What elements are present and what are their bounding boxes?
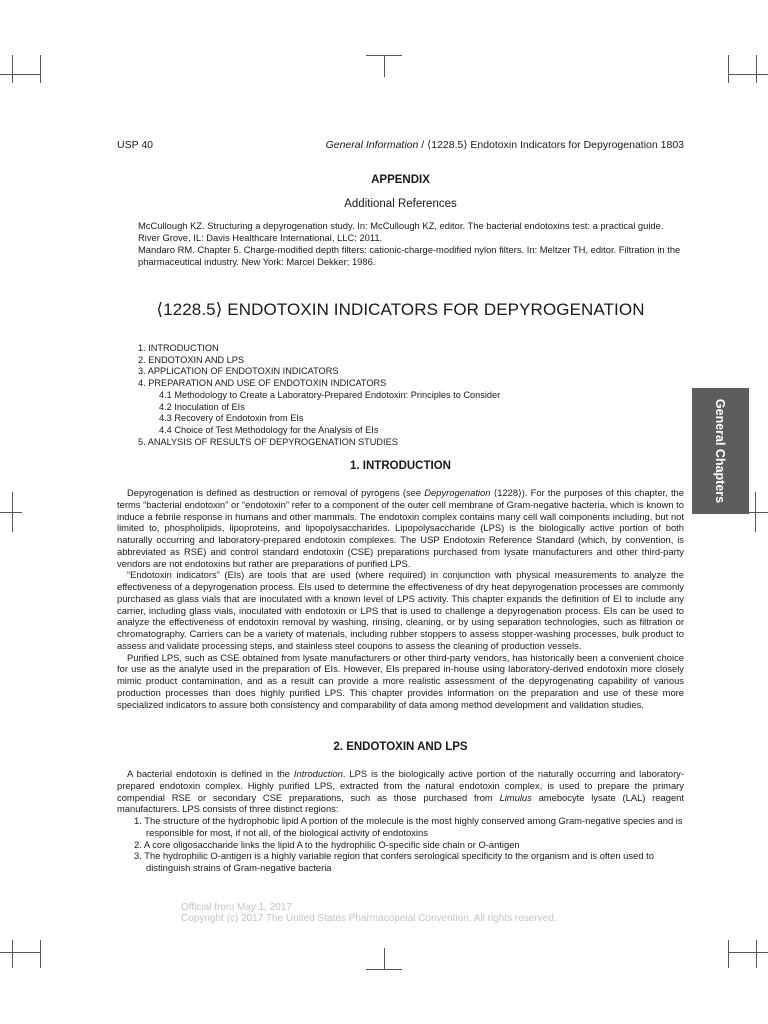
paragraph-text: Depyrogenation is defined as destruction or removal of pyrogens (see [127,487,425,498]
reference-item: Mandaro RM. Chapter 5. Charge-modified depth filters: cationic-charge-modified nylon filters. In: Meltzer TH, editor. Filtration in the pharmaceutical industry. New York: Marcel Dekker; 1986. [138,244,681,267]
toc-subitem: 4.2 Inoculation of EIs [159,401,245,412]
crop-mark [40,55,41,83]
lps-regions-list [117,815,684,874]
section-heading-endotoxin-lps: 2. ENDOTOXIN AND LPS [333,741,468,753]
list-item: 1. The structure of the hydrophobic lipid A portion of the molecule is the most highly conserved among Gram-negative species and is responsible for most, if not all, of the biological activity of endotoxins [134,815,683,838]
paragraph [117,487,684,569]
official-watermark [181,902,557,924]
toc-subitem: 4.1 Methodology to Create a Laboratory-Prepared Endotoxin: Principles to Consider [159,389,501,400]
section-heading-introduction: 1. INTRODUCTION [350,460,451,472]
list-item: 2. A core oligosaccharide links the lipid A to the hydrophilic O-specific side chain or O-antigen [134,838,520,850]
header-usp-edition: USP 40 [117,139,153,151]
crop-mark [12,940,13,968]
copyright-notice: Copyright (c) 2017 The United States Pharmacopeial Convention. All rights reserved. [181,913,557,924]
appendix-heading: APPENDIX [371,174,430,186]
official-date: Official from May 1, 2017 [181,902,292,913]
crop-mark [384,55,385,77]
section-body-endotoxin-lps [117,768,684,815]
crop-mark [756,55,757,83]
tab-label: General Chapters [713,398,728,504]
paragraph-text: . LPS is the biologically active portion of the naturally occurring and laboratory-prepared endotoxin complex. Highly purified LPS, extracted from the natural endotoxin complex, is used to prepare the primary compendial RSE or secondary CSE preparations, such as those purchased from [117,768,684,803]
crop-mark [728,952,768,953]
crop-mark [746,512,768,513]
crop-mark [0,512,22,513]
crop-mark [366,969,402,970]
paragraph-text: A bacterial endotoxin is defined in the [127,768,294,779]
crop-mark [366,55,402,56]
toc-item: 1. INTRODUCTION [138,343,219,353]
chapter-title: ⟨1228.5⟩ ENDOTOXIN INDICATORS FOR DEPYROGENATION [156,300,645,319]
crop-mark [728,74,768,75]
crop-mark [0,74,40,75]
reference-item: McCullough KZ. Structuring a depyrogenation study. In: McCullough KZ, editor. The bacterial endotoxins test: a practical guide. River Grove, IL: Davis Healthcare International, LLC: 2011. [138,220,664,243]
toc-subitem: 4.4 Choice of Test Methodology for the Analysis of EIs [159,424,379,435]
crop-mark [0,952,40,953]
toc-item: 5. ANALYSIS OF RESULTS OF DEPYROGENATION STUDIES [138,436,398,447]
header-italic-part: General Information [325,139,419,151]
general-chapters-tab [692,388,749,514]
crop-mark [40,940,41,968]
list-item: 3. The hydrophilic O-antigen is a highly variable region that confers serological specificity to the organism and is often used to distinguish strains of Gram-negative bacteria [134,850,654,873]
crop-mark [728,55,729,83]
paragraph-italic-text: Depyrogenation [424,487,491,498]
crop-mark [756,940,757,968]
paragraph: Purified LPS, such as CSE obtained from lysate manufacturers or other third-party vendors, has historically been a convenient choice for use as the analyte used in the preparation of EIs. However, EIs prepared in-house using laboratory-derived endotoxin more closely mimic product contamination, and as a result can provide a more realistic assessment of the depyrogenating capability of various production processes than does highly purified LPS. This chapter provides information on the preparation and use of these more specialized indicators to assure both consistency and comparability of data among method development and validation studies. [117,651,684,710]
crop-mark [12,55,13,83]
toc-item: 3. APPLICATION OF ENDOTOXIN INDICATORS [138,366,339,377]
reference-list [138,220,684,268]
paragraph-text: ⟨1228⟩). For the purposes of this chapter, the terms “bacterial endotoxin” or “endotoxin” refer to a component of the outer cell membrane of Gram-negative bacteria, which is known to induce a febrile response in humans and other mammals. The endotoxin complex contains many cell wall components including, but not limited to, phospholipids, lipoproteins, and lipopolysaccharides. Lipopolysaccharide (LPS) is the biologically active portion of both naturally occurring and laboratory-prepared endotoxin complexes. The USP Endotoxin Reference Standard (which, by convention, is abbreviated as RSE) and control standard endotoxin (CSE) preparations purchased from lysate manufacturers and other third-party vendors are not endotoxins but rather are preparations of purified LPS. [117,487,684,569]
header-chapter-reference [326,139,684,151]
crop-mark [728,940,729,968]
paragraph: “Endotoxin indicators” (EIs) are tools that are used (where required) in conjunction with physical measurements to analyze the effectiveness of a depyrogenation process. EIs used to determine the effectiveness of dry heat depyrogenation processes are commonly purchased as glass vials that are inoculated with a known level of LPS activity. This chapter expands the definition of EI to include any carrier, including glass vials, inoculated with endotoxin or LPS that is used to challenge a depyrogenation process. EIs can be used to analyze the effectiveness of endotoxin removal by washing, rinsing, cleaning, or by using separation technologies, such as filtration or chromatography. Carriers can be a variety of materials, including rubber stoppers to assess stopper-washing processes, bulk product to assess and validate processing steps, and stainless steel coupons to assess the cleaning of production vessels. [117,569,684,651]
crop-mark [384,948,385,970]
paragraph-italic-text: Limulus [499,791,532,803]
section-body-introduction [117,487,684,710]
toc-item: 2. ENDOTOXIN AND LPS [138,354,245,365]
header-chapter-page: / ⟨1228.5⟩ Endotoxin Indicators for Depyrogenation 1803 [418,139,684,151]
paragraph [117,768,684,815]
table-of-contents [138,343,684,448]
toc-subitem: 4.3 Recovery of Endotoxin from EIs [159,413,304,424]
paragraph-text: amebocyte lysate (LAL) reagent manufacturers. LPS consists of three distinct regions: [117,791,684,815]
toc-item: 4. PREPARATION AND USE OF ENDOTOXIN INDICATORS [138,378,387,389]
paragraph-italic-text: Introduction [293,768,343,779]
additional-references-heading: Additional References [344,198,457,210]
